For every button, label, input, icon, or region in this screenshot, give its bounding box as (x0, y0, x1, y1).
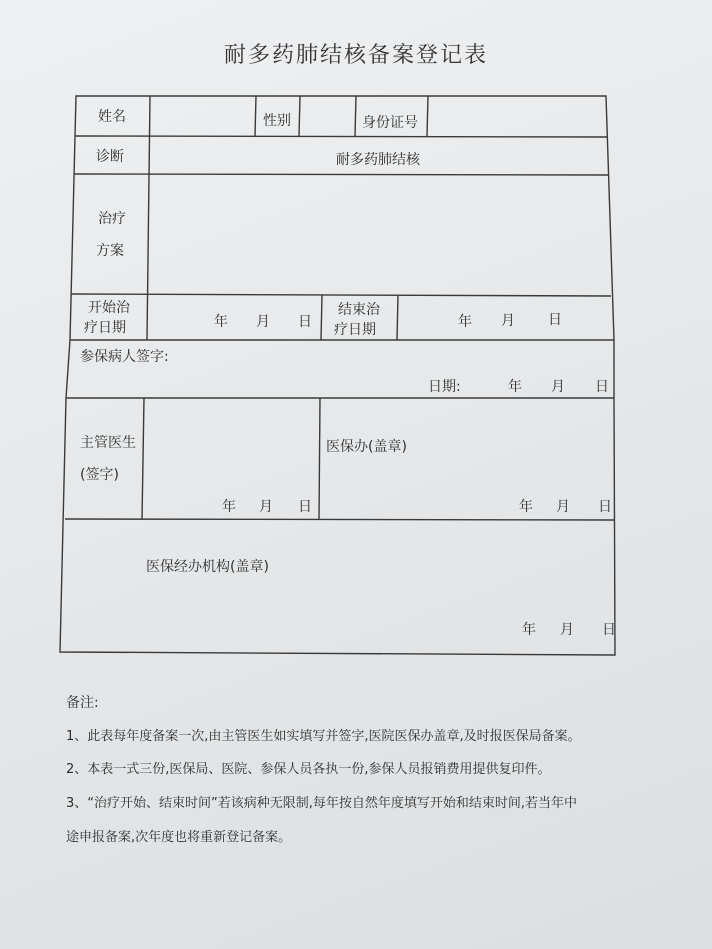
treatment-label-line2: 方案 (96, 243, 124, 259)
diagnosis-value: 耐多药肺结核 (336, 152, 420, 168)
doctor-label-line2: (签字) (80, 467, 119, 483)
id-number-label: 身份证号 (362, 115, 418, 131)
notes-heading: 备注: (66, 695, 99, 711)
agency-month-unit: 月 (560, 622, 574, 638)
start-month-unit: 月 (256, 314, 270, 330)
note-item-3-line2: 途申报备案,次年度也将重新登记备案。 (66, 830, 292, 845)
patient-day-unit: 日 (595, 379, 609, 395)
start-date-label-line1: 开始治 (88, 300, 130, 316)
start-year-unit: 年 (214, 314, 228, 330)
start-day-unit: 日 (298, 314, 312, 330)
name-label: 姓名 (98, 109, 126, 125)
end-year-unit: 年 (458, 314, 472, 330)
start-date-label-line2: 疗日期 (84, 320, 126, 336)
patient-month-unit: 月 (551, 379, 565, 395)
doctor-day-unit: 日 (298, 499, 312, 515)
doctor-label-line1: 主管医生 (80, 435, 136, 451)
patient-date-label: 日期: (428, 379, 461, 395)
patient-year-unit: 年 (508, 379, 522, 395)
insurance-office-label: 医保办(盖章) (326, 439, 407, 455)
office-month-unit: 月 (556, 499, 570, 515)
note-item-3-line1: 3、“治疗开始、结束时间”若该病种无限制,每年按自然年度填写开始和结束时间,若当年中 (66, 796, 578, 811)
diagnosis-label: 诊断 (96, 149, 124, 165)
agency-day-unit: 日 (602, 622, 616, 638)
end-date-label-line1: 结束治 (338, 302, 380, 318)
agency-year-unit: 年 (522, 622, 536, 638)
end-month-unit: 月 (501, 313, 515, 329)
note-item-2: 2、本表一式三份,医保局、医院、参保人员各执一份,参保人员报销费用提供复印件。 (66, 762, 551, 777)
gender-label: 性别 (263, 113, 291, 129)
patient-signature-label: 参保病人签字: (80, 349, 169, 365)
end-day-unit: 日 (548, 312, 562, 328)
note-item-1: 1、此表每年度备案一次,由主管医生如实填写并签字,医院医保办盖章,及时报医保局备案。 (66, 729, 581, 744)
treatment-label-line1: 治疗 (98, 211, 126, 227)
doctor-year-unit: 年 (222, 499, 236, 515)
office-day-unit: 日 (598, 499, 612, 515)
office-year-unit: 年 (519, 499, 533, 515)
doctor-month-unit: 月 (259, 499, 273, 515)
agency-label: 医保经办机构(盖章) (146, 559, 269, 575)
form-title: 耐多药肺结核备案登记表 (223, 43, 488, 68)
end-date-label-line2: 疗日期 (334, 322, 376, 338)
